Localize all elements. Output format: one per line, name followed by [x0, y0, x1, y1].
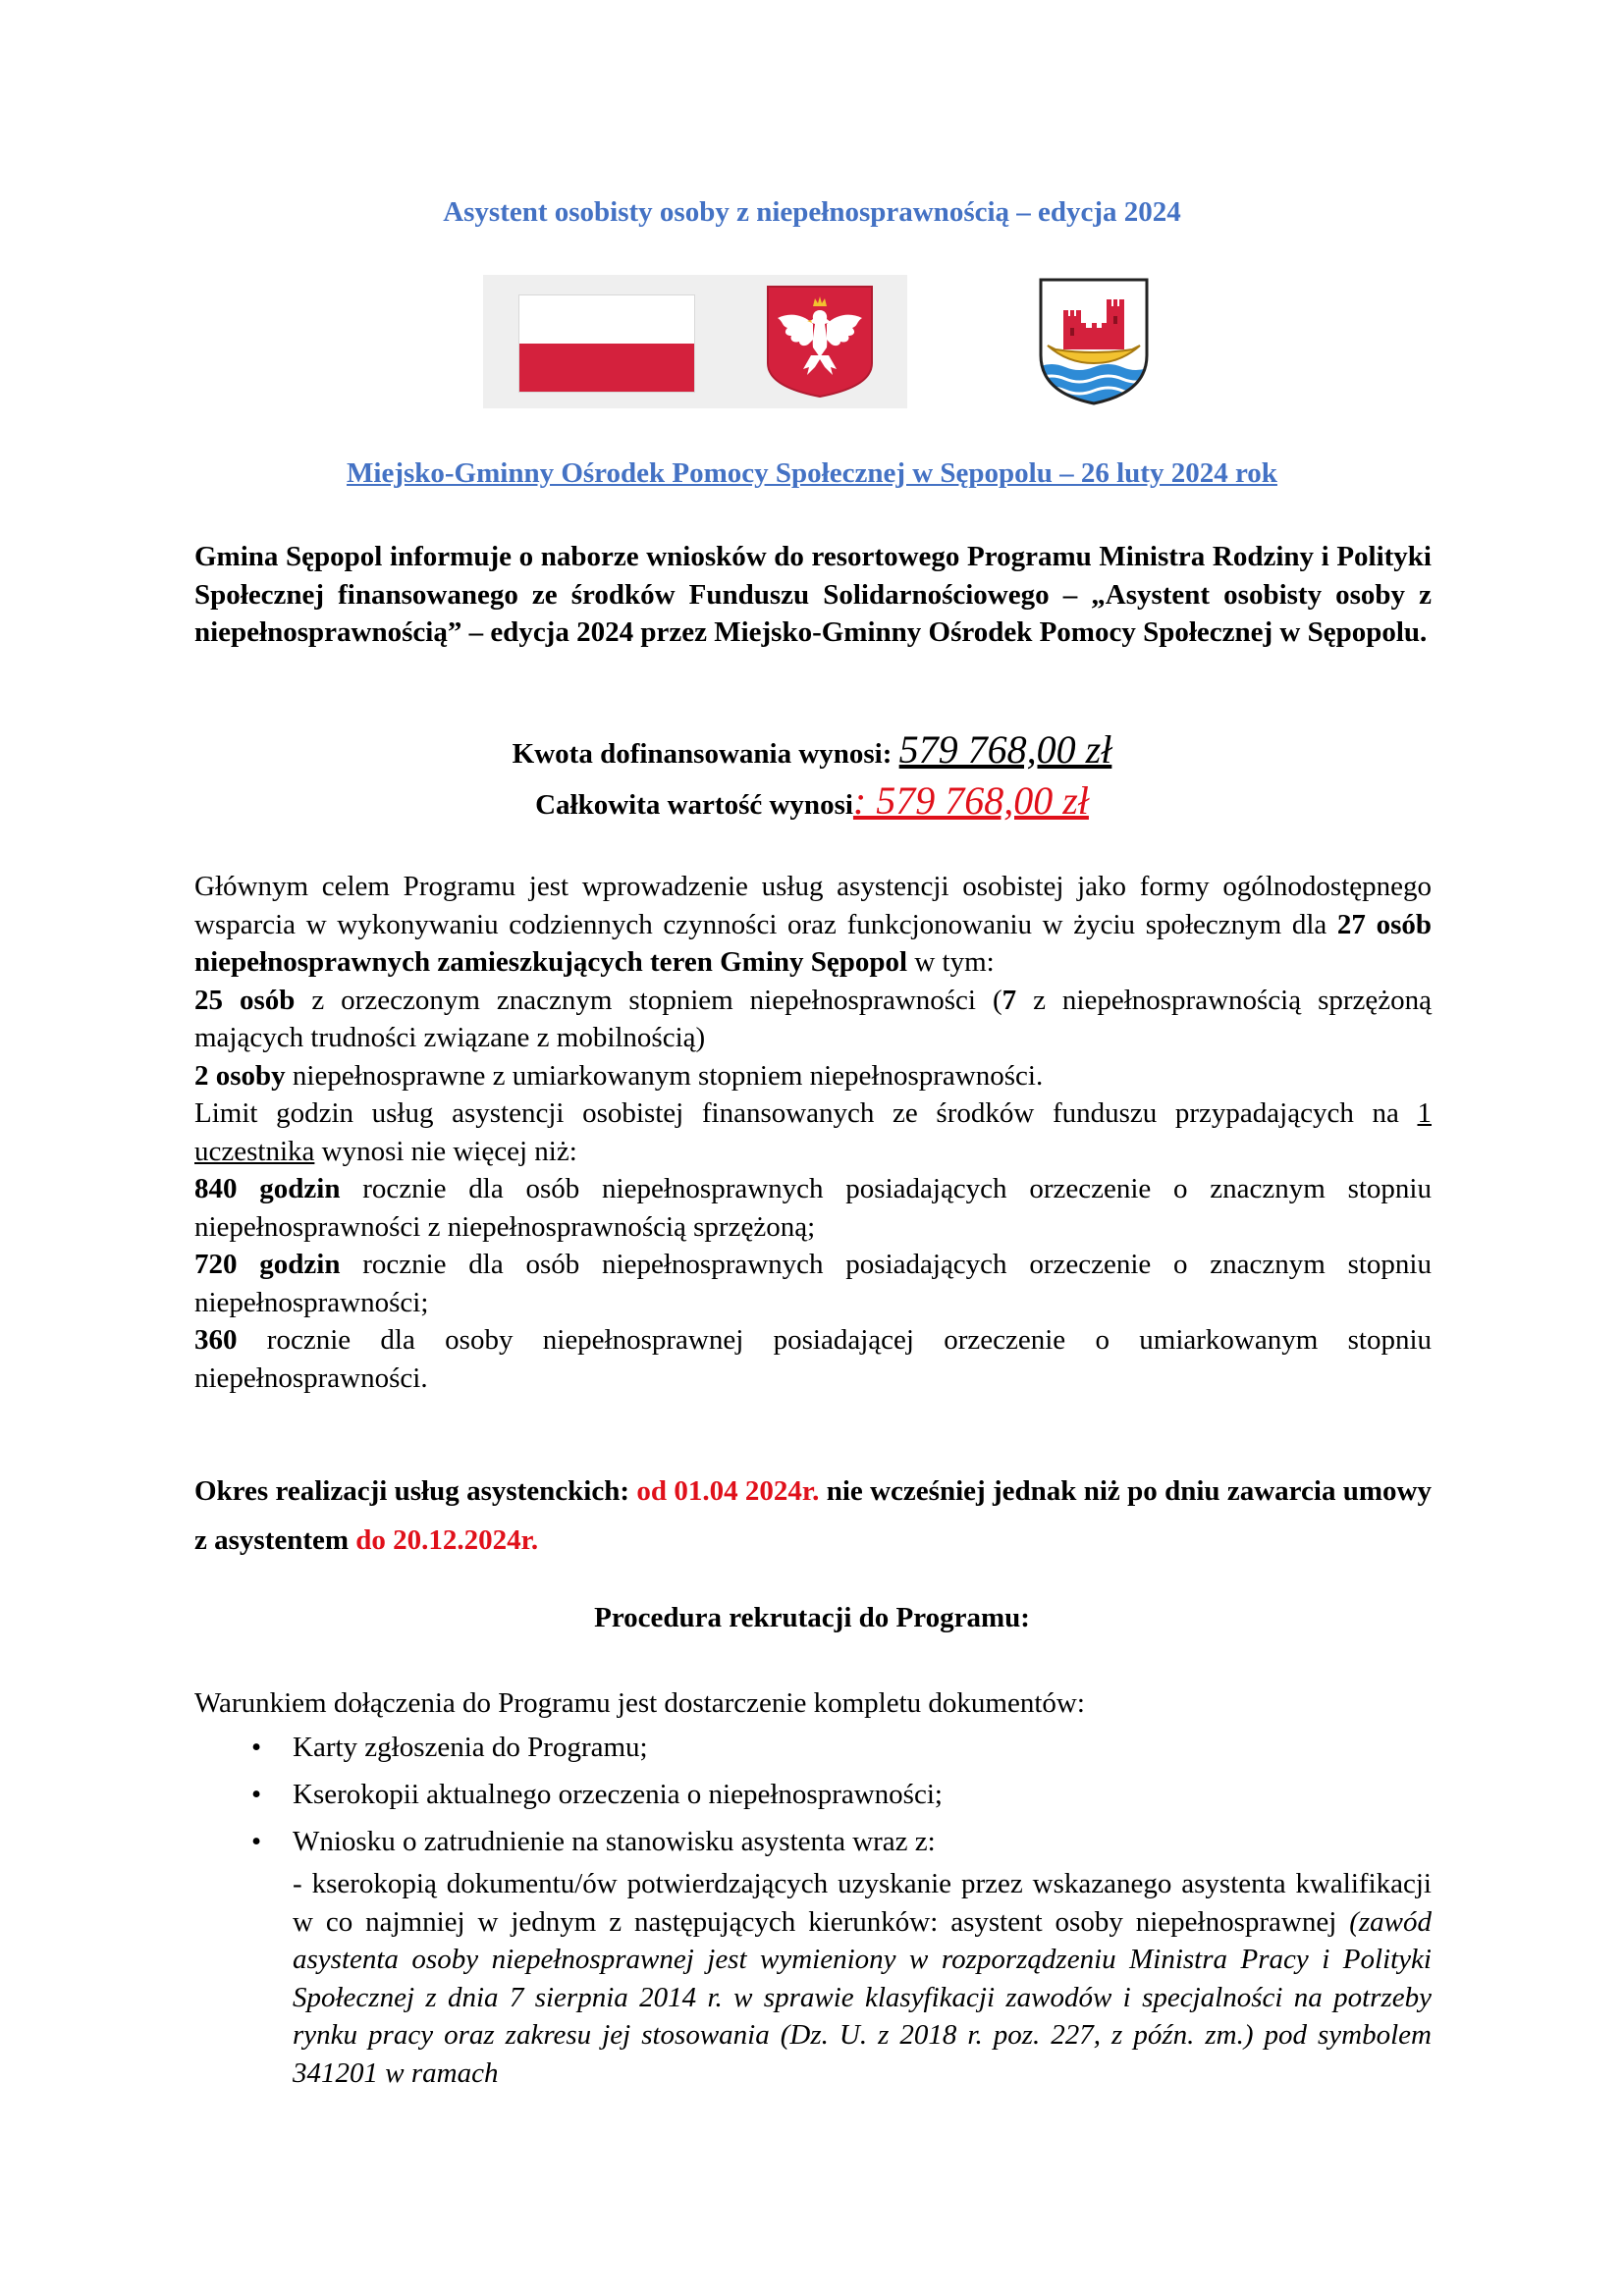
qualification-subitem: - kserokopią dokumentu/ów potwierdzających uzyskanie przez wskazanego asystenta kwalifikacji w co najmniej w jednym z następujących kierunków: asystent osoby niepełnosprawnej (zawód asystenta osoby niepełnosprawnej jest wymieniony w rozporządzeniu Ministra Pracy i Polityki Społecznej z dnia 7 sierpnia 2014 r. w sprawie klasyfikacji zawodów i specjalności na potrzeby rynku pracy oraz zakresu jej stosowania (Dz. U. z 2018 r. poz. 227, z późn. zm.) pod symbolem 341201 w ramach: [293, 1868, 1432, 2089]
polish-eagle-emblem-icon: [764, 285, 876, 399]
conditions-paragraph: Warunkiem dołączenia do Programu jest dostarczenie kompletu dokumentów:: [194, 1687, 1085, 1719]
logos-area: [0, 275, 1624, 412]
list-item: • Wniosku o zatrudnienie na stanowisku asystenta wraz z:: [251, 1826, 936, 1857]
page-title: Asystent osobisty osoby z niepełnosprawnością – edycja 2024: [443, 196, 1181, 228]
total-row: [0, 775, 1624, 827]
procedure-heading: Procedura rekrutacji do Programu:: [594, 1602, 1030, 1633]
hours-720: 720 godzin rocznie dla osób niepełnosprawnych posiadających orzeczenie o znacznym stopniu niepełnosprawności;: [194, 1249, 1432, 1318]
total-label: Całkowita wartość wynosi: [535, 789, 853, 821]
main-content: [194, 868, 1432, 1397]
list-item: • Karty zgłoszenia do Programu;: [251, 1732, 648, 1763]
period-paragraph: Okres realizacji usług asystenckich: od 01.04 2024r. nie wcześniej jednak niż po dniu zawarcia umowy z asystentem do 20.12.2024r.: [194, 1475, 1433, 1556]
total-value: : 579 768,00 zł: [852, 778, 1089, 823]
group-severe: 25 osób z orzeczonym znacznym stopniem niepełnosprawności (7 z niepełnosprawnością sprzężoną mających trudności związane z mobilnością): [194, 984, 1432, 1053]
funding-value: 579 768,00 zł: [898, 727, 1112, 772]
amounts-block: [0, 724, 1624, 827]
page-subtitle: Miejsko-Gminny Ośrodek Pomocy Społecznej w Sępopolu – 26 luty 2024 rok: [347, 457, 1277, 489]
national-symbols-box: [483, 275, 907, 408]
sepopol-coat-of-arms-icon: [1038, 277, 1150, 406]
documents-list: [245, 1724, 1434, 1859]
funding-row: [0, 724, 1624, 775]
intro-paragraph: Gmina Sępopol informuje o naborze wniosków do resortowego Programu Ministra Rodziny i Polityki Społecznej finansowanego ze środków Funduszu Solidarnościowego – „Asystent osobisty osoby z niepełnosprawnością” – edycja 2024 przez Miejsko-Gminny Ośrodek Pomocy Społecznej w Sępopolu.: [194, 541, 1432, 648]
list-item: • Kserokopii aktualnego orzeczenia o niepełnosprawności;: [251, 1779, 943, 1810]
limit-paragraph: Limit godzin usług asystencji osobistej finansowanych ze środków funduszu przypadających na 1 uczestnika wynosi nie więcej niż:: [194, 1097, 1432, 1167]
group-moderate: 2 osoby niepełnosprawne z umiarkowanym stopniem niepełnosprawności.: [194, 1059, 1044, 1092]
funding-label: Kwota dofinansowania wynosi:: [512, 738, 899, 770]
hours-840: 840 godzin rocznie dla osób niepełnosprawnych posiadających orzeczenie o znacznym stopniu niepełnosprawności z niepełnosprawnością sprzężoną;: [194, 1173, 1432, 1243]
polish-flag-icon: [518, 294, 695, 393]
hours-360: 360 rocznie dla osoby niepełnosprawnej posiadającej orzeczenie o umiarkowanym stopniu niepełnosprawności.: [194, 1324, 1432, 1394]
goal-paragraph: Głównym celem Programu jest wprowadzenie usług asystencji osobistej jako formy ogólnodostępnego wsparcia w wykonywaniu codziennych czynności oraz funkcjonowaniu w życiu społecznym dla 27 osób niepełnosprawnych zamieszkujących teren Gminy Sępopol w tym:: [194, 871, 1432, 978]
